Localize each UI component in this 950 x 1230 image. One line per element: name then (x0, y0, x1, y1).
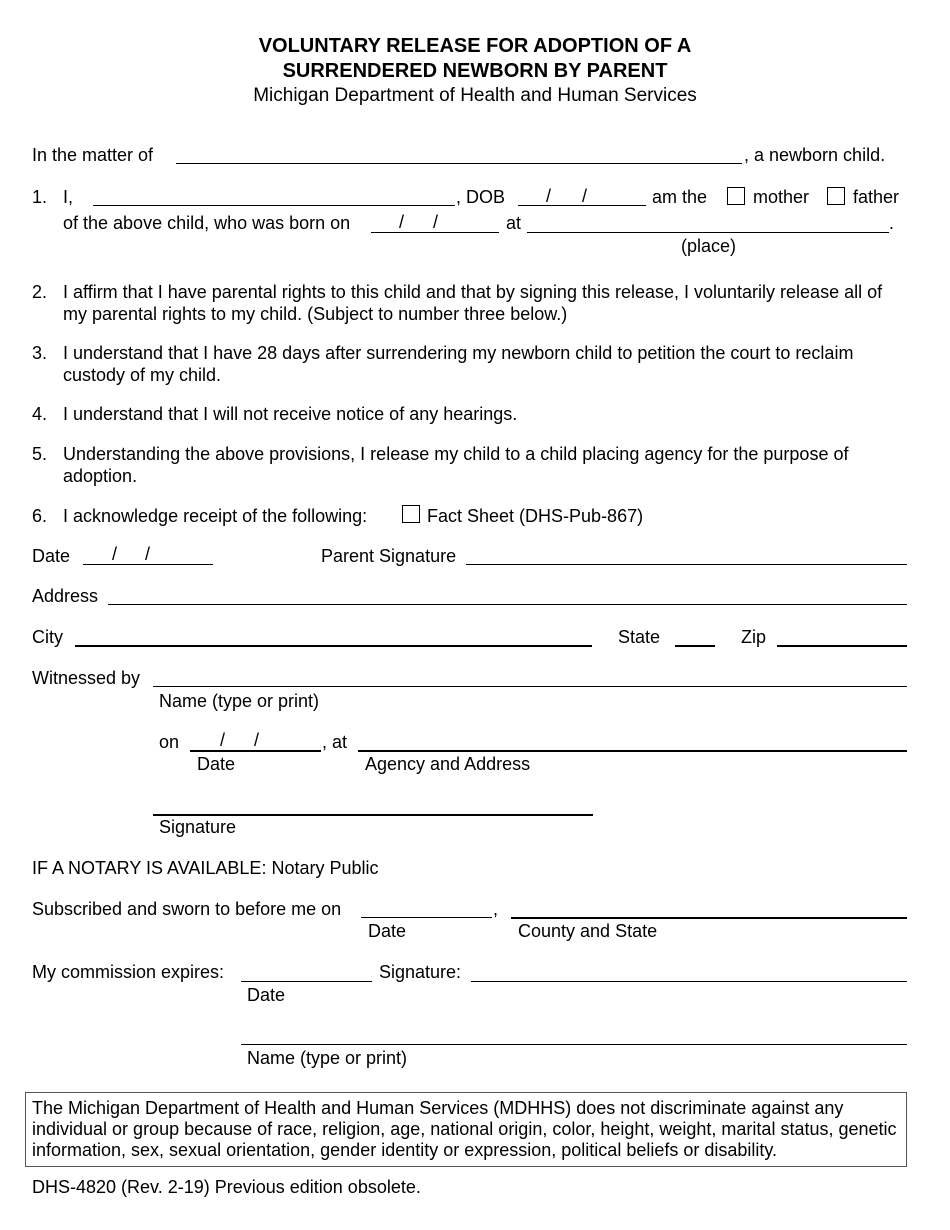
child-name-field[interactable] (176, 163, 742, 164)
item1-number: 1. (32, 187, 48, 207)
city-field[interactable] (75, 645, 592, 647)
at-label: at (506, 213, 522, 233)
item5-text: Understanding the above provisions, I release my child to a child placing agency for the purpose of adoption. (63, 444, 849, 486)
item4-text: I understand that I will not receive notice of any hearings. (63, 404, 518, 424)
sworn-comma: , (493, 899, 499, 919)
notary-heading: IF A NOTARY IS AVAILABLE: Notary Public (32, 858, 379, 878)
parent-signature-field[interactable] (466, 564, 907, 565)
item6-number: 6. (32, 506, 48, 526)
witness-slash-2: / (254, 730, 260, 750)
city-label: City (32, 627, 63, 647)
form-title-line2: SURRENDERED NEWBORN BY PARENT (282, 60, 668, 82)
item1-i-label: I, (63, 187, 74, 207)
county-state-field[interactable] (511, 917, 907, 919)
commission-date-caption: Date (247, 985, 286, 1005)
address-field[interactable] (108, 604, 907, 605)
item3-number: 3. (32, 343, 48, 363)
notary-signature-field[interactable] (471, 981, 907, 982)
item2-number: 2. (32, 282, 48, 302)
witness-slash-1: / (220, 730, 226, 750)
nondiscrimination-notice-box (25, 1092, 907, 1167)
form-title-line1: VOLUNTARY RELEASE FOR ADOPTION OF A (258, 35, 692, 57)
am-the-label: am the (652, 187, 708, 207)
born-on-label: of the above child, who was born on (63, 213, 351, 233)
agency-address-caption: Agency and Address (365, 754, 531, 774)
item6-text: I acknowledge receipt of the following: (63, 506, 368, 526)
witness-name-field[interactable] (153, 686, 907, 687)
item1-period: . (889, 213, 895, 233)
date-label: Date (32, 546, 71, 566)
fact-sheet-checkbox[interactable] (402, 505, 420, 523)
matter-suffix: , a newborn child. (744, 145, 886, 165)
agency-name: Michigan Department of Health and Human Services (253, 85, 697, 106)
state-field[interactable] (675, 645, 715, 647)
birth-slash-1: / (399, 212, 405, 232)
sworn-date-field[interactable] (361, 917, 492, 918)
zip-field[interactable] (777, 645, 907, 647)
item2-text: I affirm that I have parental rights to this child and that by signing this release, I voluntarily release all of my parental rights to my child. (Subject to number three below.) (63, 282, 883, 324)
commission-label: My commission expires: (32, 962, 225, 982)
mother-label: mother (753, 187, 810, 207)
parent-signature-label: Parent Signature (321, 546, 457, 566)
county-state-caption: County and State (518, 921, 658, 941)
dob-slash-1: / (546, 186, 552, 206)
birth-slash-2: / (433, 212, 439, 232)
zip-label: Zip (741, 627, 767, 647)
nondiscrimination-notice: The Michigan Department of Health and Human Services (MDHHS) does not discriminate against any individual or group because of race, religion, age, national origin, color, height, weight, marital status, genetic information, sex, sexual orientation, gender identity or expression, political beliefs or disability. (32, 1098, 897, 1160)
dob-slash-2: / (582, 186, 588, 206)
agency-address-field[interactable] (358, 750, 907, 752)
sworn-date-caption: Date (368, 921, 407, 941)
notary-name-caption: Name (type or print) (247, 1048, 408, 1068)
mother-checkbox[interactable] (727, 187, 745, 205)
matter-label: In the matter of (32, 145, 154, 165)
sig-date-slash-2: / (145, 544, 151, 564)
place-caption: (place) (681, 236, 737, 256)
sig-date-slash-1: / (112, 544, 118, 564)
item3-text: I understand that I have 28 days after surrendering my newborn child to petition the court to reclaim custody of my child. (63, 343, 854, 385)
address-label: Address (32, 586, 99, 606)
dob-label: , DOB (456, 187, 506, 207)
father-checkbox[interactable] (827, 187, 845, 205)
witnessed-by-label: Witnessed by (32, 668, 141, 688)
notary-name-field[interactable] (241, 1044, 907, 1045)
on-label: on (159, 732, 180, 752)
parent-name-field[interactable] (93, 205, 455, 206)
form-footer: DHS-4820 (Rev. 2-19) Previous edition obsolete. (32, 1177, 421, 1197)
witness-signature-caption: Signature (159, 817, 237, 837)
witness-name-caption: Name (type or print) (159, 691, 320, 711)
fact-sheet-label: Fact Sheet (DHS-Pub-867) (427, 506, 644, 526)
notary-signature-label: Signature: (379, 962, 462, 982)
item4-number: 4. (32, 404, 48, 424)
father-label: father (853, 187, 900, 207)
birth-place-field[interactable] (527, 232, 889, 233)
state-label: State (618, 627, 661, 647)
item5-number: 5. (32, 444, 48, 464)
commission-date-field[interactable] (241, 981, 372, 982)
sworn-label: Subscribed and sworn to before me on (32, 899, 342, 919)
witness-date-caption: Date (197, 754, 236, 774)
comma-at-label: , at (322, 732, 348, 752)
